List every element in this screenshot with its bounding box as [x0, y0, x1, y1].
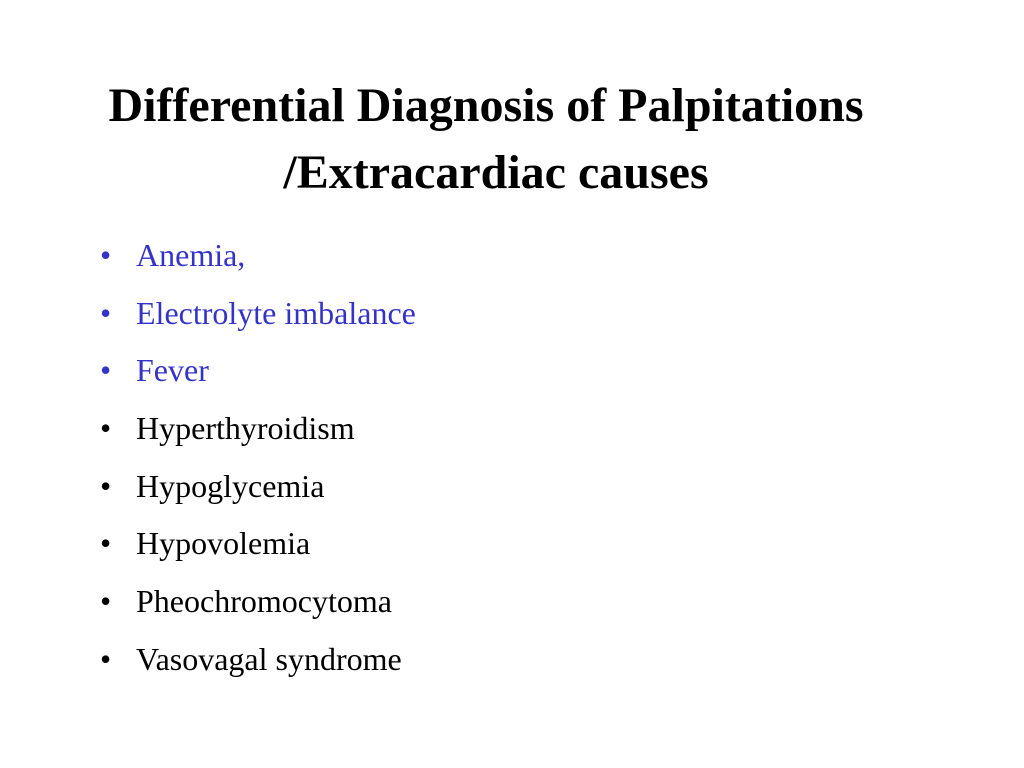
list-item-label: Electrolyte imbalance [136, 294, 416, 331]
list-item-label: Hyperthyroidism [136, 410, 355, 447]
title-line-1: Differential Diagnosis of Palpitations [108, 79, 864, 132]
bullet-icon: • [100, 525, 112, 562]
list-item-label: Pheochromocytoma [136, 583, 392, 620]
bullet-icon: • [100, 410, 112, 447]
bullet-icon: • [100, 467, 112, 504]
bullet-icon: • [100, 583, 112, 620]
bullet-icon: • [100, 237, 112, 273]
list-item-label: Hypovolemia [136, 525, 311, 562]
slide-title [0, 72, 972, 206]
list-item-label: Anemia, [136, 237, 246, 273]
list-item-label: Vasovagal syndrome [136, 640, 402, 677]
list-item-label: Hypoglycemia [136, 467, 325, 504]
bullet-icon: • [100, 640, 112, 677]
bullet-icon: • [100, 352, 112, 389]
list-item-label: Fever [136, 352, 209, 389]
title-line-2: /Extracardiac causes [283, 146, 709, 199]
bullet-icon: • [100, 294, 112, 331]
